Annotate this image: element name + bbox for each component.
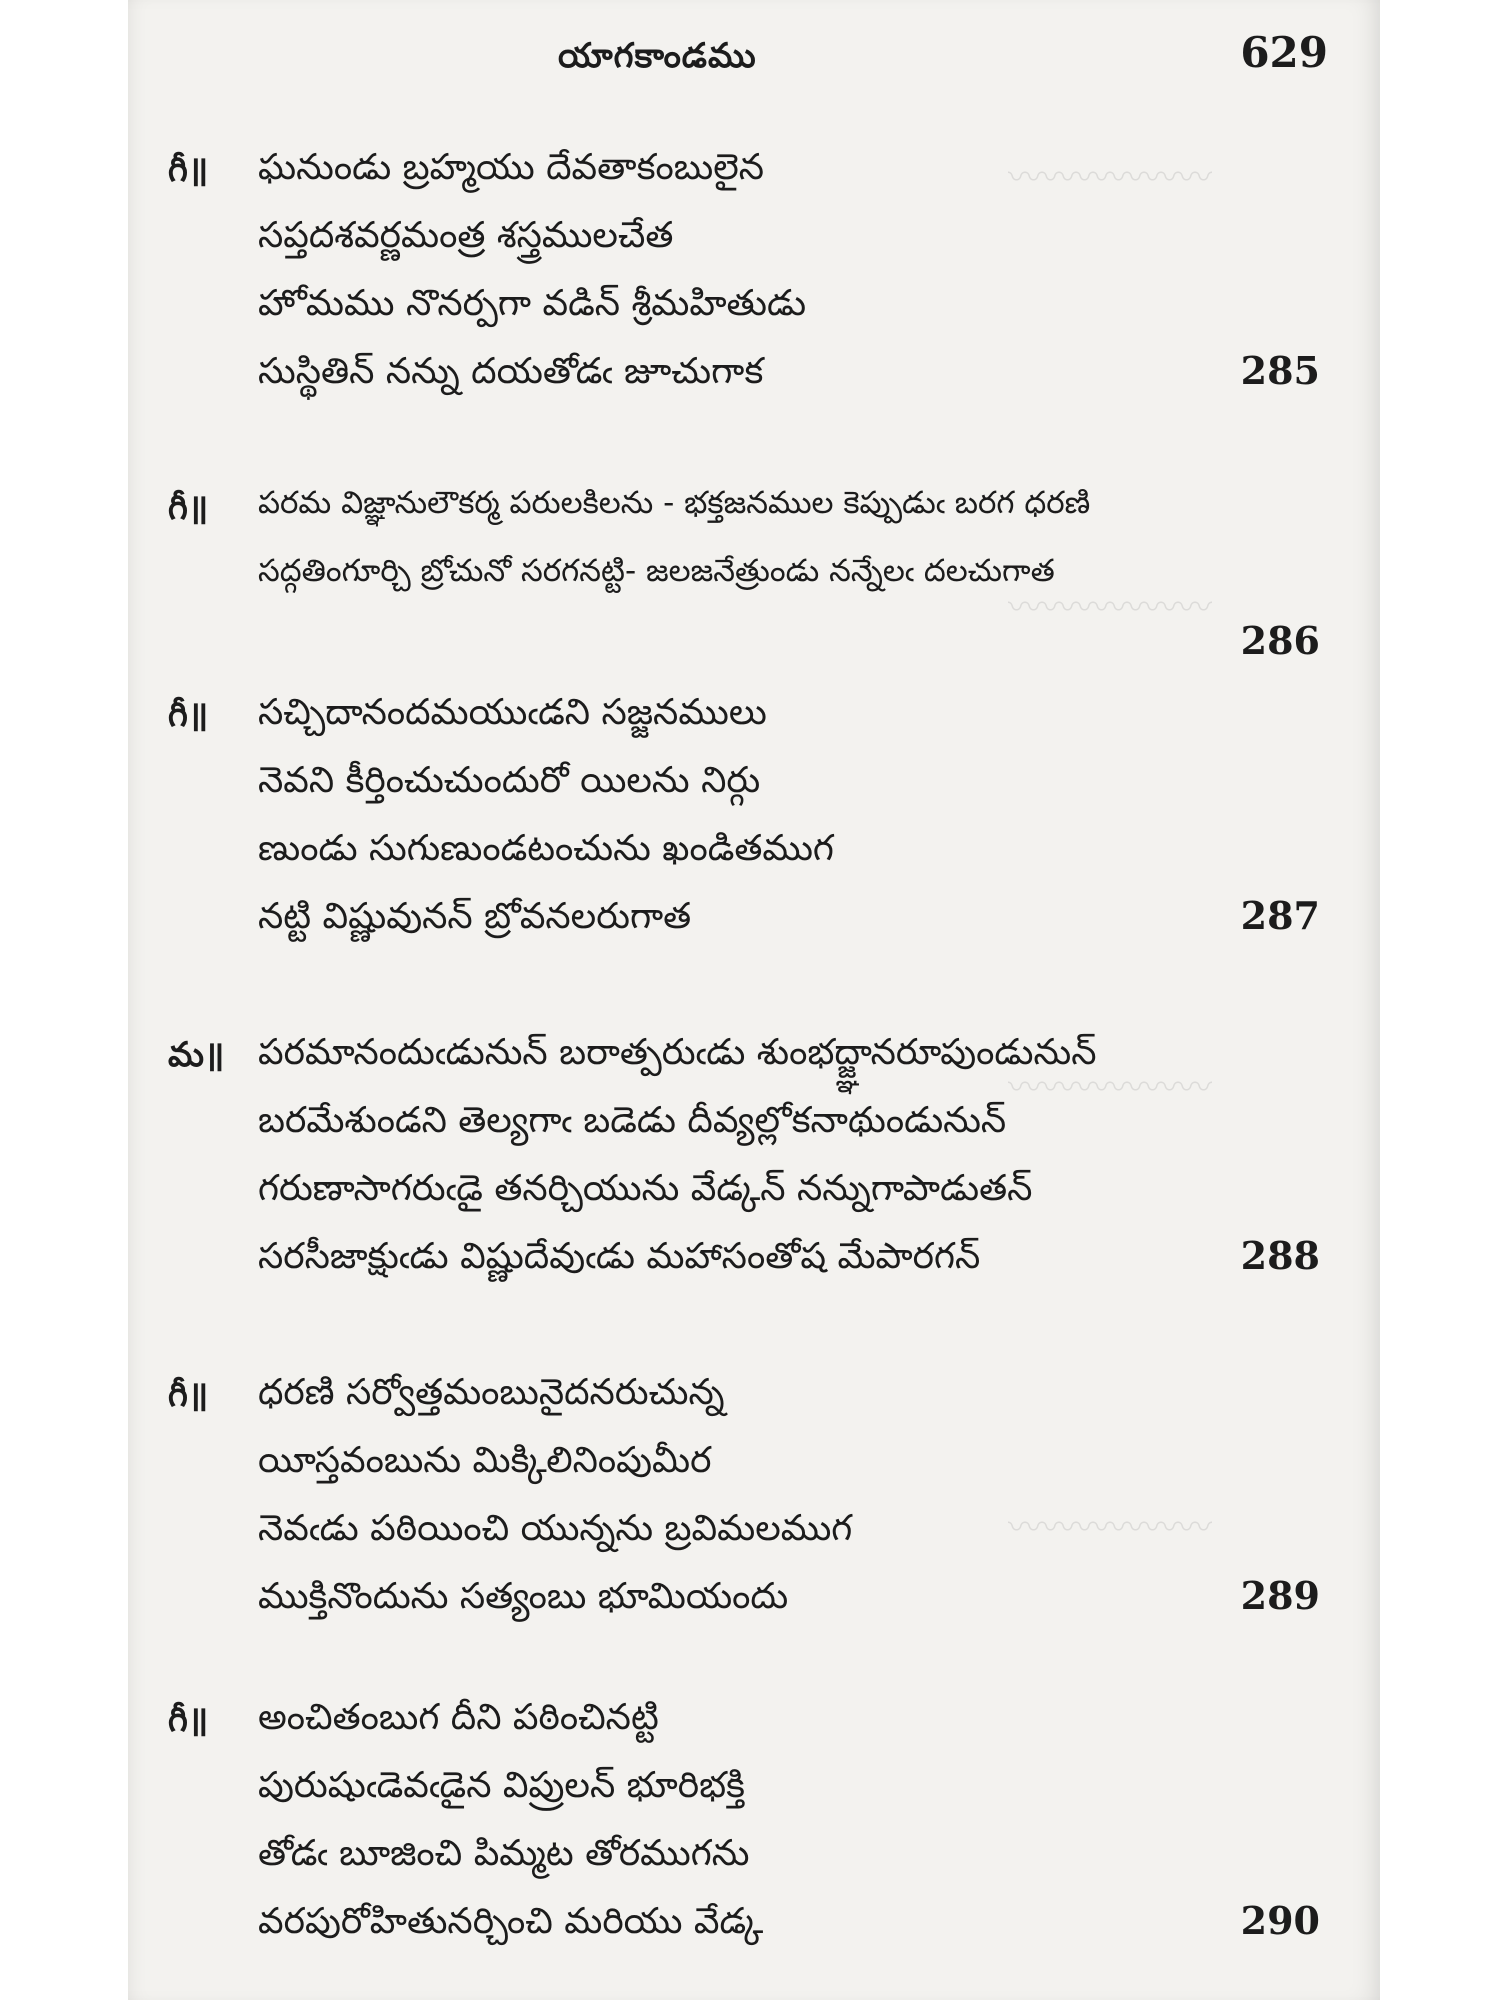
verse-line: సచ్చిదానందమయుఁడని సజ్జనములు — [258, 692, 767, 733]
meter-label: గీ॥ — [168, 1375, 209, 1415]
show-through-text: 〰〰〰〰〰〰 — [1008, 588, 1212, 628]
page-number: 629 — [1240, 28, 1328, 77]
verse-line: హోమము నొనర్పగా వడిన్ శ్రీమహితుడు — [258, 283, 807, 324]
verse-number: 287 — [1240, 893, 1320, 938]
meter-label: మ॥ — [168, 1035, 225, 1075]
verse-line: గరుణాసాగరుఁడై తనర్చియును వేడ్కన్ నన్నుగాపాడుతన్ — [258, 1168, 1033, 1209]
show-through-text: 〰〰〰〰〰〰 — [1008, 1508, 1212, 1548]
verse-line: సప్తదశవర్ణమంత్ర శస్త్రములచేత — [258, 215, 674, 256]
running-title: యాగకాండము — [558, 36, 757, 76]
verse-line: పరమానందుఁడునున్ బరాత్పరుఁడు శుంభద్జ్ఞానరూపుండునున్ — [258, 1032, 1097, 1073]
verse-line: వరపురోహితునర్చించి మరియు వేడ్క — [258, 1901, 764, 1942]
verse-line: నట్టి విష్ణువునన్ బ్రోవనలరుగాత — [258, 896, 692, 937]
meter-label: గీ॥ — [168, 488, 209, 528]
show-through-text: 〰〰〰〰〰〰 — [1008, 1068, 1212, 1108]
verse-line: ఘనుండు బ్రహ్మయు దేవతాకంబులైన — [258, 147, 765, 188]
verse-number: 289 — [1240, 1573, 1320, 1618]
verse-line: ధరణి సర్వోత్తమంబునైదనరుచున్న — [258, 1372, 725, 1413]
verse-number: 286 — [1240, 618, 1320, 663]
show-through-text: 〰〰〰〰〰〰 — [1008, 158, 1212, 198]
verse-line: యీస్తవంబును మిక్కిలినింపుమీర — [258, 1440, 712, 1481]
verse-line: ణుండు సుగుణుండటంచును ఖండితముగ — [258, 828, 834, 869]
verse-line: పరమ విజ్ఞానులౌకర్మ పరులకిలను - భక్తజనముల కెప్పుడుఁ బరగ ధరణి — [258, 485, 1091, 521]
book-page — [128, 0, 1380, 2000]
page-header — [128, 22, 1380, 82]
meter-label: గీ॥ — [168, 150, 209, 190]
verse-line: నెవఁడు పఠియించి యున్నను బ్రవిమలముగ — [258, 1508, 853, 1549]
verse-line: తోడఁ బూజించి పిమ్మట తోరముగను — [258, 1833, 750, 1874]
verse-number: 288 — [1240, 1233, 1320, 1278]
verse-line: సుస్థితిన్ నన్ను దయతోడఁ జూచుగాక — [258, 351, 764, 392]
verse-line: అంచితంబుగ దీని పఠించినట్టి — [258, 1697, 659, 1738]
verse-number: 290 — [1240, 1898, 1320, 1943]
meter-label: గీ॥ — [168, 695, 209, 735]
verse-line: సరసీజాక్షుఁడు విష్ణుదేవుఁడు మహాసంతోష మేపారగన్ — [258, 1236, 981, 1277]
verse-line: ముక్తినొందును సత్యంబు భూమియందు — [258, 1576, 789, 1617]
verse-line: పురుషుఁడెవఁడైన విప్రులన్ భూరిభక్తి — [258, 1765, 745, 1806]
verse-line: నెవని కీర్తించుచుందురో యిలను నిర్గు — [258, 760, 761, 801]
verse-number: 285 — [1240, 348, 1320, 393]
verse-line: సద్గతింగూర్చి బ్రోచునో సరగనట్టి- జలజనేత్రుండు నన్నేలఁ దలచుగాత — [258, 553, 1055, 589]
meter-label: గీ॥ — [168, 1700, 209, 1740]
verse-line: బరమేశుండని తెల్యగాఁ బడెడు దీవ్యల్లోకనాథుండునున్ — [258, 1100, 1007, 1141]
